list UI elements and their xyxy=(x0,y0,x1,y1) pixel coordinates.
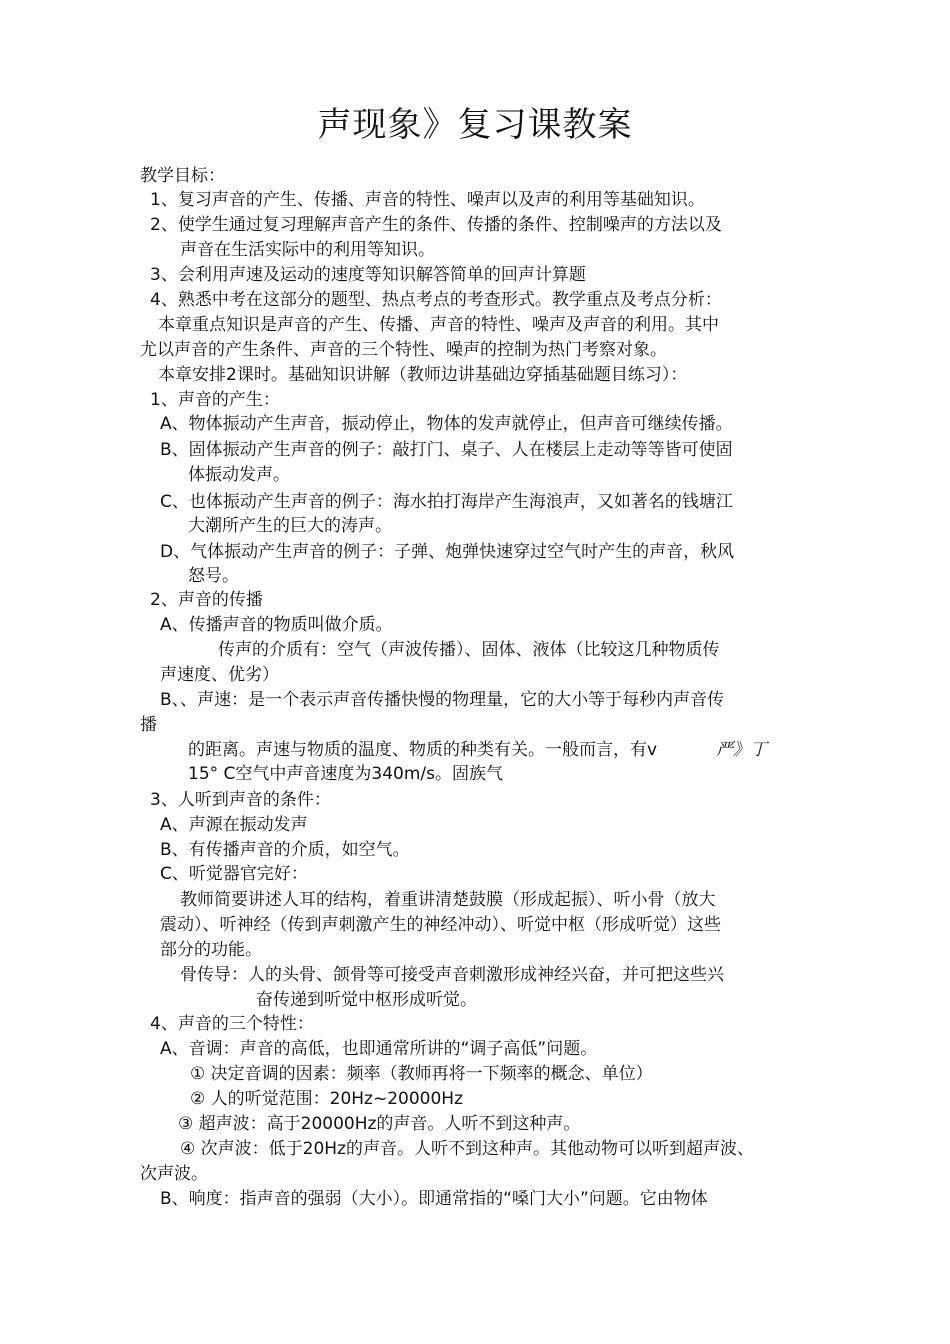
text-line: 大潮所产生的巨大的涛声。 xyxy=(188,516,392,536)
text-line: 2、使学生通过复习理解声音产生的条件、传播的条件、控制噪声的方法以及 xyxy=(150,215,722,235)
text-line: 本章安排2课时。基础知识讲解（教师边讲基础边穿插基础题目练习）： xyxy=(158,365,688,385)
text-line: ③ 超声波：高于20000Hz的声音。人听不到这种声。 xyxy=(178,1114,581,1134)
text-line: A、音调：声音的高低，也即通常所讲的“调子高低”问题。 xyxy=(160,1039,598,1059)
text-line: 1、复习声音的产生、传播、声音的特性、噪声以及声的利用等基础知识。 xyxy=(150,190,705,210)
text-line: C、也体振动产生声音的例子：海水拍打海岸产生海浪声，又如著名的钱塘江 xyxy=(160,492,733,512)
text-line: B、固体振动产生声音的例子：敲打门、桌子、人在楼层上走动等等皆可使固 xyxy=(160,440,733,460)
text-line: D、气体振动产生声音的例子：子弹、炮弹快速穿过空气时产生的声音，秋风 xyxy=(160,542,735,562)
text-line: 教学目标： xyxy=(140,166,225,186)
text-line: B、、声速：是一个表示声音传播快慢的物理量，它的大小等于每秒内声音传 xyxy=(160,690,725,710)
text-line: A、声源在振动发声 xyxy=(160,815,308,835)
text-line: 声速度、优劣） xyxy=(160,665,279,685)
text-line-fragment: 严》丁 xyxy=(716,740,767,760)
text-line: B、有传播声音的介质，如空气。 xyxy=(160,840,410,860)
text-line: 1、声音的产生： xyxy=(150,390,280,410)
text-line: 部分的功能。 xyxy=(160,940,262,960)
text-line: 传声的介质有：空气（声波传播）、固体、液体（比较这几种物质传 xyxy=(218,640,720,660)
text-line: 怒号。 xyxy=(188,566,239,586)
text-line: 奋传递到听觉中枢形成听觉。 xyxy=(256,990,477,1010)
text-line: 15° C空气中声音速度为340m/s。固族气 xyxy=(188,764,503,784)
text-line: 3、会利用声速及运动的速度等知识解答简单的回声计算题 xyxy=(150,265,586,285)
text-line: ② 人的听觉范围：20Hz~20000Hz xyxy=(190,1089,464,1109)
text-line: ① 决定音调的因素：频率（教师再将一下频率的概念、单位） xyxy=(190,1064,653,1084)
text-line: 骨传导：人的头骨、颌骨等可接受声音刺激形成神经兴奋，并可把这些兴 xyxy=(180,965,724,985)
text-line: 次声波。 xyxy=(140,1164,208,1184)
text-line: ④ 次声波：低于20Hz的声音。人听不到这种声。其他动物可以听到超声波、 xyxy=(180,1139,754,1159)
text-line: 尤以声音的产生条件、声音的三个特性、噪声的控制为热门考察对象。 xyxy=(140,340,667,360)
text-line: 播 xyxy=(140,715,157,735)
text-line: 本章重点知识是声音的产生、传播、声音的特性、噪声及声音的利用。其中 xyxy=(158,315,719,335)
text-line: A、传播声音的物质叫做介质。 xyxy=(160,615,393,635)
text-line: 体振动发声。 xyxy=(188,465,290,485)
text-line: 的距离。声速与物质的温度、物质的种类有关。一般而言，有v xyxy=(188,740,658,760)
text-line: 3、人听到声音的条件： xyxy=(150,790,331,810)
text-line: C、听觉器官完好： xyxy=(160,864,308,884)
text-line: 2、声音的传播 xyxy=(150,590,263,610)
text-line: 声音在生活实际中的利用等知识。 xyxy=(180,240,435,260)
text-line: A、物体振动产生声音，振动停止，物体的发声就停止，但声音可继续传播。 xyxy=(160,414,733,434)
text-line: B、响度：指声音的强弱（大小）。即通常指的“嗓门大小”问题。它由物体 xyxy=(160,1189,708,1209)
document-title: 声现象》复习课教案 xyxy=(317,105,633,145)
text-line: 震动）、听神经（传到声刺激产生的神经冲动）、听觉中枢（形成听觉）这些 xyxy=(160,915,721,935)
text-line: 教师简要讲述人耳的结构，着重讲清楚鼓膜（形成起振）、听小骨（放大 xyxy=(180,890,716,910)
text-line: 4、声音的三个特性： xyxy=(150,1014,314,1034)
text-line: 4、熟悉中考在这部分的题型、热点考点的考查形式。教学重点及考点分析： xyxy=(150,290,722,310)
